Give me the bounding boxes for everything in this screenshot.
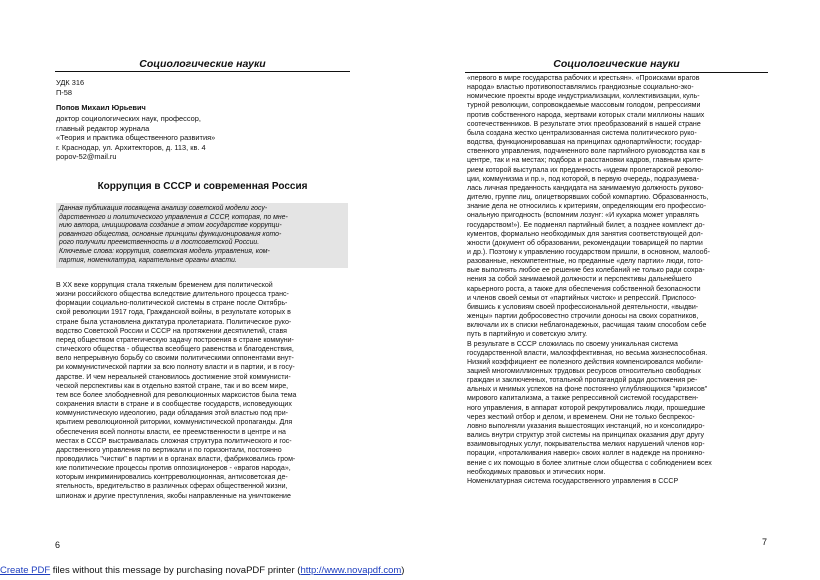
body-line: вело непрерывную борьбу со своими политическими оппонентами внут- (56, 355, 294, 363)
body-line: дарственного управления по вертикали и по горизонтали, постоянно (56, 446, 282, 454)
body-line: шпионаж и другие преступления, якобы направленные на уничтожение (56, 492, 291, 500)
body-line: лась личная преданность кандидата на занимаемую должность руково- (467, 184, 704, 192)
body-line: нения за собой занимаемой должности и перспективы дальнейшего (467, 276, 692, 284)
body-line: ской революции 1917 года, Гражданской войны, в результате которых в (56, 309, 291, 317)
footer-end: ) (401, 565, 405, 576)
body-line: ловно выполняли указания вышестоящих инстанций, но и консолидиро- (467, 422, 705, 430)
body-line: Низкий коэффициент ее полезного действия компенсировался мобили- (467, 358, 704, 366)
body-line: мирового капитализма, а также репрессивной системой государствен- (467, 395, 699, 403)
abstract-line: рованного общества, основные принципы функционирования кото- (59, 230, 282, 238)
body-line: и др.). Поэтому к управлению государством пришли, в основном, малооб- (467, 248, 710, 256)
body-line: порации, «проталкивания наверх» своих коллег в надежде на проникно- (467, 450, 705, 458)
body-line: ри коммунистической партии за всю полноту власти и в партии, и в госу- (56, 364, 295, 372)
pdf-footer (0, 565, 404, 576)
right-page (410, 0, 820, 560)
running-header: Социологические науки (139, 58, 266, 70)
author-info-line: «Теория и практика общественного развития» (56, 133, 216, 143)
body-line: через жесткий отбор и делом, и временем. Они не только беспрекос- (467, 413, 695, 421)
author-info-line: г. Краснодар, ул. Архитекторов, д. 113, кв. 4 (56, 142, 206, 152)
abstract-line: Ключевые слова: коррупция, советская модель управления, ком- (59, 247, 270, 255)
body-line: знание дела не относились к критериям, определяющим его профессио- (467, 203, 707, 211)
body-line: кие политические процессы против оппозиционеров - «врагов народа», (56, 465, 291, 473)
body-line: вались внутри структур этой системы на принципах оказания друг другу (467, 432, 705, 440)
body-line: турной революции, сопровождаемые массовым голодом, репрессиями (467, 102, 701, 110)
body-line: ственного управления, подчиненного воле партийного руководства как в (467, 148, 706, 156)
abstract-line: рого получили преемственность и в постсоветской России. (59, 239, 260, 247)
body-line: жизни российского общества вследствие длительного процесса транс- (56, 291, 289, 299)
body-line: карьерного роста, а также для обеспечения собственной безопасности (467, 285, 701, 293)
body-line: обеспечения всей полноты власти, ее преемственности в центре и на (56, 428, 286, 436)
article-title: Коррупция в СССР и современная Россия (97, 181, 308, 192)
body-line: взаимовыгодных услуг, покрывательства мелких нарушений членов кор- (467, 441, 705, 449)
author-info-line: главный редактор журнала (56, 123, 150, 133)
body-line: была создана жестко централизованная система политического руко- (467, 129, 697, 137)
body-line: бившись к условиям своей профессиональной деятельности, «выдви- (467, 303, 699, 311)
create-pdf-link[interactable]: Create PDF (0, 565, 51, 576)
body-line: граждан и заключенных, тотальной пропагандой ради достижения ре- (467, 377, 698, 385)
body-line: включали их в списки неблагонадежных, расчищая таким способом себе (467, 322, 707, 330)
body-line: ческой перспективы как в отдельно взятой стране, так и во всем мире, (56, 382, 289, 390)
abstract-line: дарственного и политического управления в СССР, которая, по мне- (59, 213, 288, 221)
body-line: ции, коммунизма и пр.», под которой, в первую очередь, подразумева- (467, 175, 699, 183)
body-line: водство Советской России и СССР на протяжении десятилетий, ставя (56, 327, 287, 335)
body-line: женцы» партии добросовестно строчили доносы на своих соратников, (467, 313, 699, 321)
body-line: водства, функционировавшая на принципах однопартийности; государ- (467, 139, 702, 147)
udc-code: УДК 316 (56, 78, 85, 87)
article-body (56, 281, 348, 501)
body-line: разованные, некомпетентные, но преданные «делу партии» люди, гото- (467, 258, 703, 266)
body-line: народа» властью противопоставлялись грандиозные социально-эко- (467, 84, 694, 92)
header-rule (465, 72, 768, 73)
body-line: государственной власти, малоэффективная, но весьма жизнеспособная. (467, 349, 708, 357)
body-line: ятельность, вредительство в различных сферах общественной жизни, (56, 483, 288, 491)
abstract-line: Данная публикация посвящена анализу советской модели госу- (59, 205, 268, 212)
author-info-line: доктор социологических наук, профессор, (56, 114, 201, 123)
body-line: дарстве. И чем нереальней становилось достижение этой коммунисти- (56, 373, 291, 381)
body-line: государством!»). Ее подменял партийный билет, а позднее комплект до- (467, 221, 705, 229)
novapdf-url-link[interactable]: http://www.novapdf.com (300, 565, 402, 576)
body-line: дителю, группе лиц, олицетворявших собой компартию. Образованность, (467, 194, 709, 202)
body-line: формации социально-политической системы в стране после Октябрь- (56, 300, 288, 308)
body-line: В результате в СССР сложилась по своему уникальная система (467, 340, 678, 348)
body-line: вые выполнять любое ее решение без колебаний не только ради сохра- (467, 267, 705, 275)
body-line: центре, так и на местах; подбора и расстановки кадров, главным крите- (467, 157, 704, 165)
bbk-code: П-58 (56, 88, 72, 97)
body-line: «первого в мире государства рабочих и крестьян». «Происками врагов (467, 75, 700, 82)
body-line: необходимых правовых и этических норм. (467, 468, 606, 476)
body-line: тем все более злободневной для революционных марксистов была тема (56, 391, 297, 399)
body-line: которым инкриминировались контрреволюционная, антисоветская де- (56, 474, 288, 482)
running-header: Социологические науки (553, 58, 680, 70)
body-line: ного управления, в аппарат которой рекрутировались люди, прошедшие (467, 404, 706, 412)
body-line: альных и мнимых успехов на фоне постоянно углубляющихся "кризисов" (467, 386, 708, 394)
body-line: стического общества - общества всеобщего равенства и благоденствия, (56, 346, 294, 354)
body-line: крытием революционной риторики, коммунистической пропаганды. Для (56, 419, 293, 427)
body-line: Номенклатурная система государственного управления в СССР (467, 477, 679, 485)
body-line: местах в СССР выстраивалась сложная структура политического и гос- (56, 437, 292, 445)
body-line: соотечественников. В результате этих преобразований в нашей стране (467, 120, 701, 128)
body-line: сохранения власти в стране и в сообществе государств, исповедующих (56, 401, 292, 409)
abstract-line: нию автора, инициировала создание в этом государстве коррупци- (59, 222, 282, 230)
body-line: стране была установлена диктатура пролетариата. Политическое руко- (56, 318, 292, 326)
page-number: 6 (55, 540, 61, 550)
body-line: ональную пригодность (вспомним лозунг: «И кухарка может управлять (467, 212, 700, 220)
body-line: рием которой выступала их преданность «идеям пролетарской револю- (467, 166, 704, 174)
body-line: проводились "чистки" в партии и в органах власти, фабриковались гром- (56, 455, 296, 463)
body-line: коммунистическую идеологию, ради обладания этой властью под при- (56, 410, 288, 418)
abstract-box (56, 203, 348, 268)
header-rule (55, 71, 350, 72)
footer-text: files without this message by purchasing novaPDF printer ( (50, 565, 301, 576)
body-line: кументов, формально необходимых для занятия соответствующей дол- (467, 230, 703, 238)
body-line: и членов своей семьи от «партийных чисток» и репрессий. Приспосо- (467, 294, 697, 302)
body-line: зацией многомиллионных трудовых ресурсов относительно свободных (467, 368, 701, 375)
body-line: против собственного народа, жертвами которых стали миллионы наших (467, 111, 705, 119)
author-info-line: popov-52@mail.ru (56, 152, 117, 162)
body-line: В XX веке коррупция стала тяжелым бременем для политической (56, 282, 273, 289)
page-number: 7 (762, 537, 768, 547)
author-name: Попов Михаил Юрьевич (56, 103, 146, 112)
body-line: жности (документ об образовании, рекомендации товарищей по партии (467, 239, 703, 247)
left-page (0, 0, 410, 560)
body-line: перед обществом стратегическую задачу построения в стране коммуни- (56, 336, 294, 344)
article-body (467, 74, 767, 486)
body-line: путь в партийную и советскую элиту. (467, 331, 588, 339)
abstract-line: партия, номенклатура, карательные органы власти. (59, 256, 237, 264)
body-line: вение с их помощью в более элитные слои общества с соблюдением всех (467, 459, 712, 467)
body-line: номические проекты вроде индустриализации, коллективизации, куль- (467, 93, 700, 101)
